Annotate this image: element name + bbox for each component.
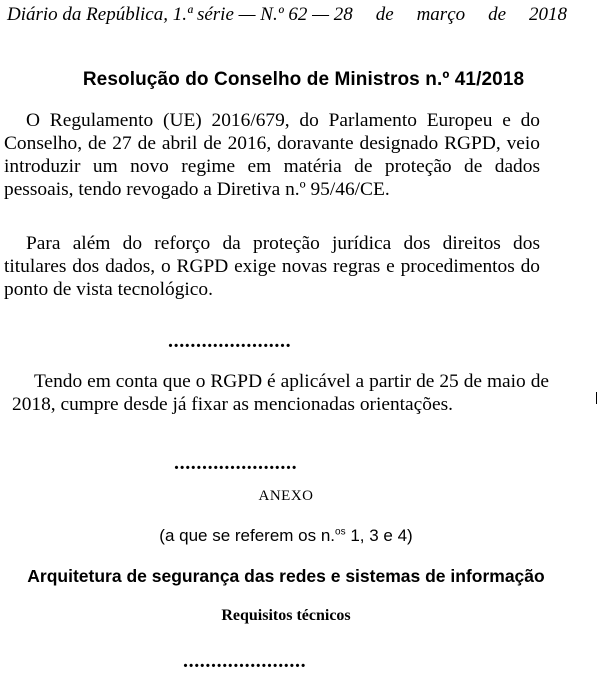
document-title: Resolução do Conselho de Ministros n.º 41/2018 — [82, 69, 525, 90]
annex-reference — [0, 526, 572, 546]
paragraph-2: Para além do reforço da proteção jurídica dos direitos dos titulares dos dados, o RGPD exige novas regras e procedimentos do ponto de vista tecnológico. — [4, 233, 540, 300]
omission-dots-1: ...................... — [168, 330, 292, 352]
header-part-2: de — [375, 4, 394, 25]
annex-reference-suffix: 1, 3 e 4) — [345, 526, 413, 545]
header-part-5: 2018 — [528, 4, 567, 25]
paragraph-1: O Regulamento (UE) 2016/679, do Parlamento Europeu e do Conselho, de 27 de abril de 2016, doravante designado RGPD, veio introduzir um novo regime em matéria de proteção de dados pessoais, tendo revogado a Diretiva n.º 95/46/CE. — [4, 110, 540, 200]
subsection-title: Requisitos técnicos — [221, 607, 351, 624]
annex-reference-prefix: (a que se referem os n. — [159, 526, 336, 545]
header-part-1: Diário da República, 1.ª série — N.º 62 — 28 — [7, 4, 353, 25]
annex-heading: ANEXO — [258, 488, 314, 504]
omission-dots-3: ...................... — [183, 650, 307, 672]
page-header — [7, 4, 567, 26]
annex-reference-sup: os — [335, 526, 346, 538]
omission-dots-2: ...................... — [174, 452, 298, 474]
header-part-4: de — [488, 4, 507, 25]
paragraph-3: Tendo em conta que o RGPD é aplicável a partir de 25 de maio de 2018, cumpre desde já fixar as mencionadas orientações. — [12, 371, 549, 415]
margin-mark — [596, 392, 597, 404]
header-part-3: março — [416, 4, 466, 25]
section-title: Arquitetura de segurança das redes e sistemas de informação — [27, 566, 545, 586]
